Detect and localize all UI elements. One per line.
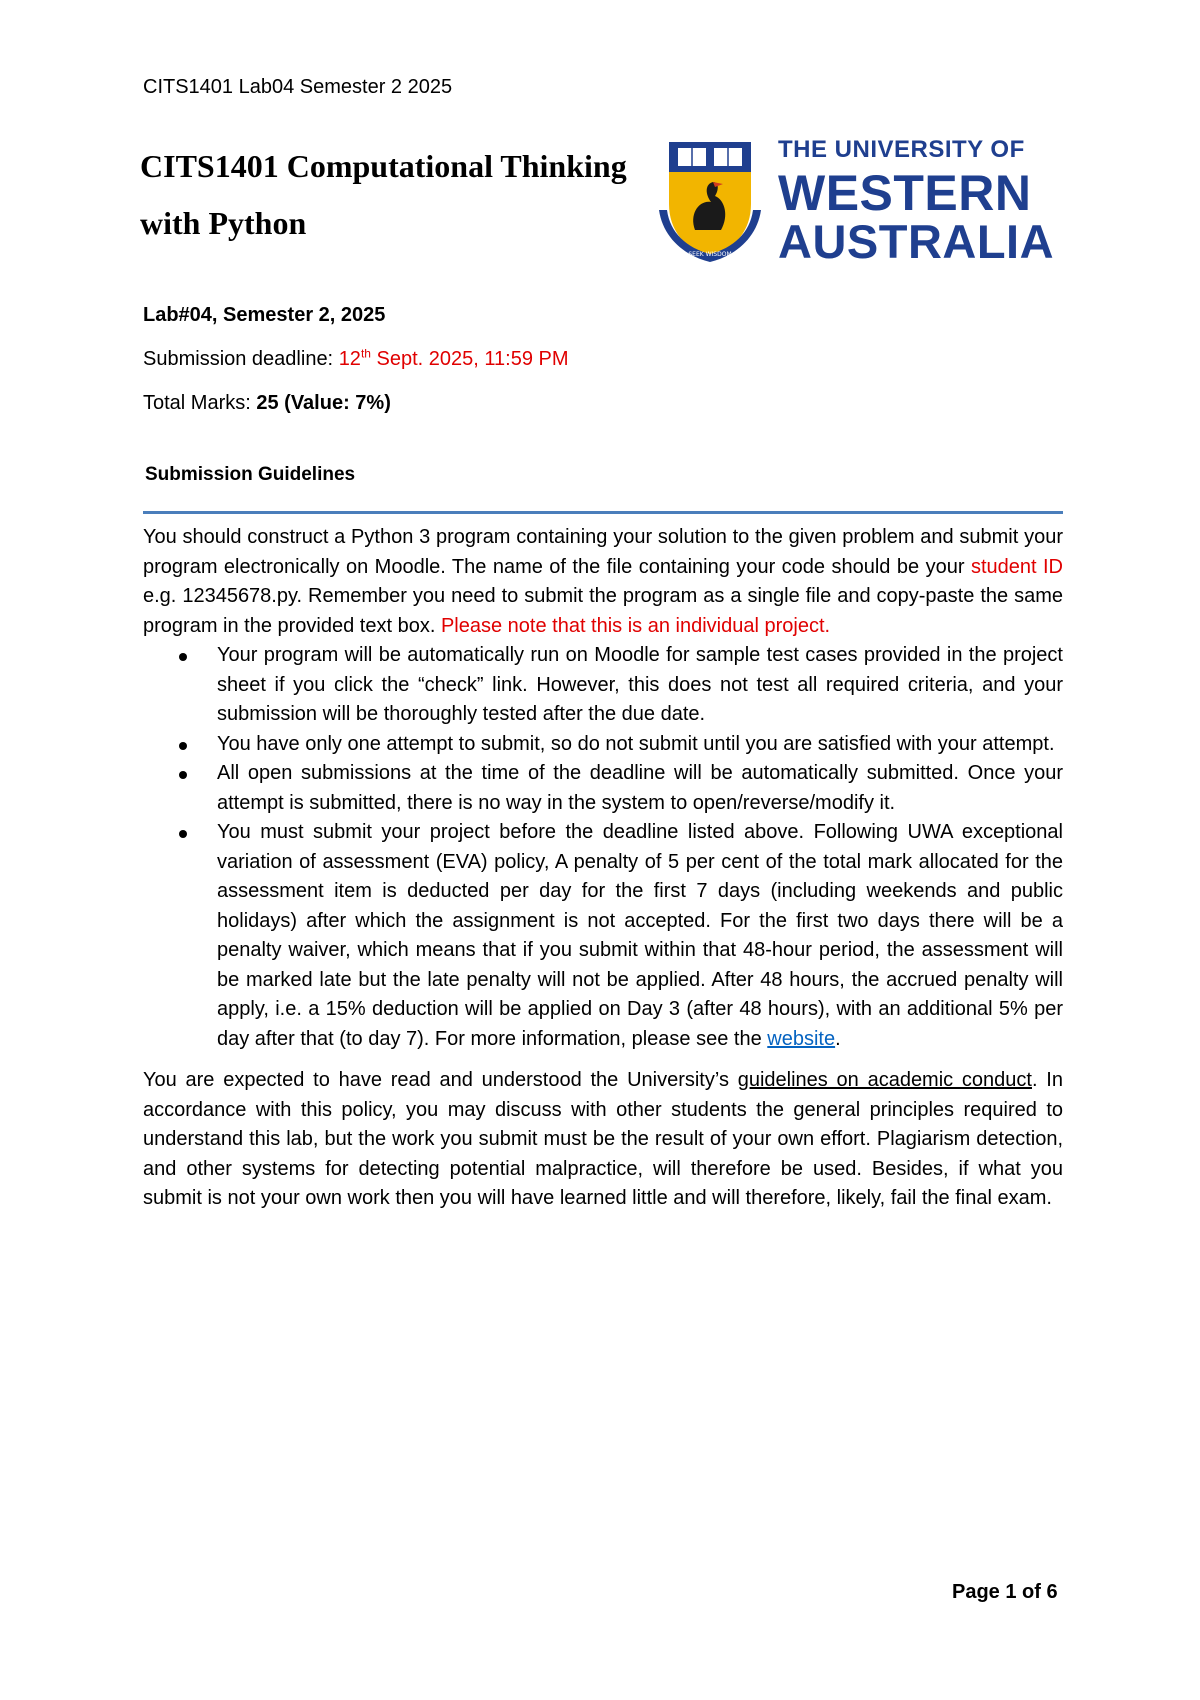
deadline-day: 12	[338, 348, 361, 370]
conduct-text-b: . In accordance with this policy, you may discuss with other students the general principles required to understand this lab, but the work you submit must be the result of your own effort. Plagiarism detection, and other systems for detecting potential malpractice, will therefore be used. Besides, if what you submit is not your own work then you will have learned little and will therefore, likely, fail the final exam.	[143, 1069, 1063, 1209]
bullet-icon	[179, 830, 187, 838]
website-link[interactable]: website	[767, 1027, 836, 1050]
academic-conduct-paragraph	[143, 1066, 1063, 1214]
list-item	[217, 641, 1063, 730]
list-item-end: .	[835, 1027, 841, 1050]
intro-text-a: You should construct a Python 3 program containing your solution to the given problem and submit your program electronically on Moodle. The name of the file containing your code should be your	[143, 526, 1063, 578]
deadline-label: Submission deadline:	[143, 348, 339, 370]
deadline-value	[339, 348, 569, 370]
logo-wordmark	[778, 136, 1055, 268]
academic-conduct-link[interactable]: guidelines on academic conduct	[737, 1069, 1032, 1091]
logo-line-3: AUSTRALIA	[778, 215, 1055, 268]
marks-label: Total Marks:	[143, 392, 257, 414]
list-item-text: You have only one attempt to submit, so do not submit until you are satisfied with your attempt.	[217, 732, 1055, 755]
total-marks	[143, 392, 391, 415]
guideline-list	[143, 641, 1063, 1054]
conduct-text-a: You are expected to have read and understood the University’s	[143, 1069, 738, 1091]
bullet-icon	[179, 742, 187, 750]
deadline-date-time: Sept. 2025, 11:59 PM	[370, 348, 569, 370]
crest-motto: SEEK WISDOM	[688, 251, 732, 258]
title-line-1: CITS1401 Computational Thinking	[140, 148, 627, 184]
bullet-icon	[179, 653, 187, 661]
title-line-2: with Python	[140, 205, 307, 241]
list-item-text: You must submit your project before the deadline listed above. Following UWA exceptional variation of assessment (EVA) policy, A penalty of 5 per cent of the total mark allocated for the assessment item is deducted per day for the first 7 days (including weekends and public holidays) after which the assignment is not accepted. For the first two days there will be a penalty waiver, which means that if you submit within that 48-hour period, the assessment will be marked late but the late penalty will not be applied. After 48 hours, the accrued penalty will apply, i.e. a 15% deduction will be applied on Day 3 (after 48 hours), with an additional 5% per day after that (to day 7). For more information, please see the	[217, 821, 1063, 1050]
uwa-crest-icon	[655, 138, 765, 263]
list-item-text: All open submissions at the time of the deadline will be automatically submitted. Once your attempt is submitted, there is no way in the system to open/reverse/modify it.	[217, 762, 1063, 814]
student-id-highlight: student ID	[970, 555, 1063, 578]
uwa-logo	[655, 136, 1055, 268]
intro-text-b: e.g. 12345678.py. Remember you need to submit the program as a single file and copy-paste the same program in the provided text box.	[143, 585, 1063, 637]
section-heading: Submission Guidelines	[145, 464, 356, 485]
logo-line-1: THE UNIVERSITY OF	[778, 136, 1025, 163]
heading-divider	[143, 511, 1063, 514]
list-item	[217, 759, 1063, 818]
lab-number-text: Lab#04, Semester 2, 2025	[143, 304, 386, 326]
page-number: Page 1 of 6	[952, 1581, 1058, 1603]
marks-value: 25 (Value: 7%)	[256, 392, 391, 414]
lab-number	[143, 304, 385, 327]
logo-line-2: WESTERN	[778, 165, 1032, 221]
list-item	[217, 818, 1063, 1054]
intro-paragraph	[143, 523, 1063, 641]
list-item-text: Your program will be automatically run on Moodle for sample test cases provided in the project sheet if you click the “check” link. However, this does not test all required criteria, and your submission will be thoroughly tested after the due date.	[217, 644, 1063, 725]
list-item	[217, 730, 1063, 760]
individual-project-note: Please note that this is an individual project.	[440, 614, 831, 637]
guidelines-body	[143, 523, 1063, 1214]
document-title	[140, 138, 660, 252]
bullet-icon	[179, 771, 187, 779]
deadline-suffix: th	[360, 346, 371, 361]
running-header: CITS1401 Lab04 Semester 2 2025	[143, 76, 453, 98]
submission-deadline	[143, 348, 569, 371]
